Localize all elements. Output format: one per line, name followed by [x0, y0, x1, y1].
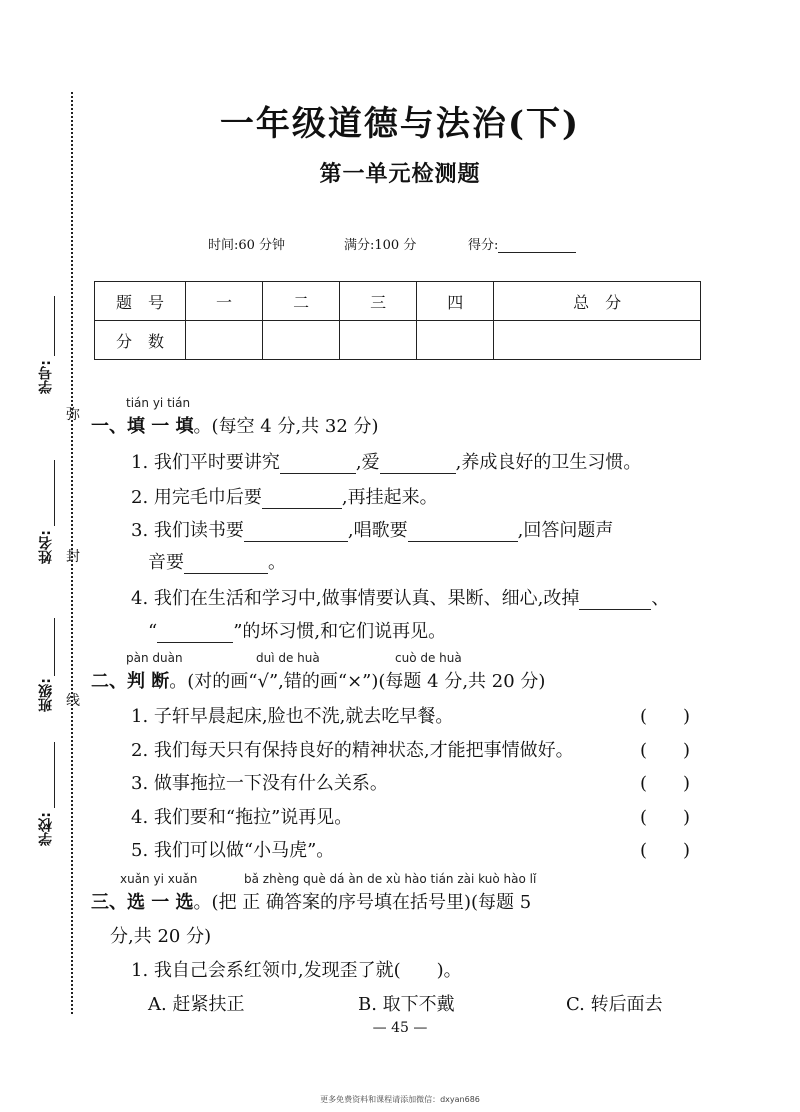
score-cell[interactable]: [494, 321, 701, 360]
section1-pinyin: tián yi tián: [126, 396, 191, 410]
option-c: C. 转后面去: [566, 994, 663, 1015]
section3-note: 。(把 正 确答案的序号填在括号里)(每题 5: [193, 892, 532, 913]
judge-item: 3. 做事拖拉一下没有什么关系。: [131, 773, 388, 794]
section1-q4-cont: “ ”的坏习惯,和它们说再见。: [148, 621, 447, 642]
answer-blank[interactable]: [157, 628, 233, 643]
full-score: 满分:100 分: [344, 238, 417, 253]
section1-note: 。(每空 4 分,共 32 分): [193, 416, 379, 437]
section1-q2: 2. 用完毛巾后要 ,再挂起来。: [131, 487, 438, 508]
score-label: 得分:: [468, 238, 499, 253]
section2-heading: [91, 667, 545, 693]
section3-note-cont: 分,共 20 分): [110, 926, 212, 947]
section3-heading: [91, 888, 531, 914]
score-cell[interactable]: [417, 321, 494, 360]
option-b: B. 取下不戴: [358, 994, 455, 1015]
section1-q1: 1. 我们平时要讲究 ,爱 ,养成良好的卫生习惯。: [131, 452, 642, 473]
name-blank[interactable]: [54, 460, 55, 526]
score-cell[interactable]: [340, 321, 417, 360]
answer-bracket[interactable]: ( ): [640, 740, 691, 761]
section2-note: 。(对的画“√”,错的画“×”)(每题 4 分,共 20 分): [169, 671, 546, 692]
section1-q3: 3. 我们读书要 ,唱歌要 ,回答问题声: [131, 520, 614, 541]
judge-item: 1. 子轩早晨起床,脸也不洗,就去吃早餐。: [131, 706, 454, 727]
answer-blank[interactable]: [262, 494, 342, 509]
section1-q3-cont: 音要 。: [148, 552, 286, 573]
class-label: 班级:: [38, 678, 54, 712]
section1-q4: 4. 我们在生活和学习中,做事情要认真、果断、细心,改掉 、: [131, 588, 670, 609]
table-cell: 题 号: [95, 282, 186, 321]
score-field: [468, 234, 576, 253]
score-blank[interactable]: [498, 238, 576, 253]
class-blank[interactable]: [54, 618, 55, 676]
table-cell: 分 数: [95, 321, 186, 360]
table-cell: 二: [263, 282, 340, 321]
seal-mark-mi: 弥: [66, 407, 80, 423]
table-cell: 三: [340, 282, 417, 321]
footer-note: 更多免费资料和课程请添加微信：dxyan686: [320, 1095, 480, 1104]
option-a: A. 赶紧扶正: [148, 994, 245, 1015]
page-title: 一年级道德与法治(下): [219, 104, 581, 144]
section3-pinyin-note: bǎ zhèng què dá àn de xù hào tián zài kuò hào lǐ: [244, 872, 537, 886]
student-number-label: 学号:: [38, 360, 54, 394]
section3-title: 三、选 一 选: [91, 892, 194, 913]
seal-mark-xian: 线: [66, 693, 80, 709]
section1-title: 一、填 一 填: [91, 416, 194, 437]
score-cell[interactable]: [186, 321, 263, 360]
table-row: [95, 282, 701, 321]
answer-blank[interactable]: [184, 559, 268, 574]
answer-bracket[interactable]: ( ): [640, 840, 691, 861]
answer-blank[interactable]: [244, 527, 348, 542]
student-number-blank[interactable]: [54, 296, 55, 356]
school-blank[interactable]: [54, 742, 55, 808]
seal-mark-feng: 封: [66, 549, 80, 565]
table-cell: 一: [186, 282, 263, 321]
name-label: 姓名:: [38, 530, 54, 564]
answer-blank[interactable]: [280, 459, 356, 474]
judge-item: 4. 我们要和“拖拉”说再见。: [131, 807, 353, 828]
school-label: 学校:: [38, 812, 54, 846]
section2-pinyin-correct: duì de huà: [256, 651, 320, 665]
score-table: [94, 281, 701, 360]
page-subtitle: 第一单元检测题: [319, 162, 481, 187]
answer-bracket[interactable]: ( ): [640, 773, 691, 794]
section2-pinyin-wrong: cuò de huà: [395, 651, 462, 665]
section3-pinyin-title: xuǎn yi xuǎn: [120, 872, 198, 886]
section2-pinyin-title: pàn duàn: [126, 651, 183, 665]
answer-blank[interactable]: [579, 595, 651, 610]
judge-item: 2. 我们每天只有保持良好的精神状态,才能把事情做好。: [131, 740, 574, 761]
section1-heading: [91, 412, 379, 438]
score-cell[interactable]: [263, 321, 340, 360]
section2-title: 二、判 断: [91, 671, 170, 692]
page-number: — 45 —: [372, 1020, 428, 1036]
table-cell: 四: [417, 282, 494, 321]
section3-q1: 1. 我自己会系红领巾,发现歪了就( )。: [131, 960, 462, 981]
answer-blank[interactable]: [380, 459, 456, 474]
table-cell: 总 分: [494, 282, 701, 321]
answer-blank[interactable]: [408, 527, 518, 542]
answer-bracket[interactable]: ( ): [640, 706, 691, 727]
table-row: [95, 321, 701, 360]
answer-bracket[interactable]: ( ): [640, 807, 691, 828]
exam-time: 时间:60 分钟: [208, 238, 286, 253]
judge-item: 5. 我们可以做“小马虎”。: [131, 840, 335, 861]
